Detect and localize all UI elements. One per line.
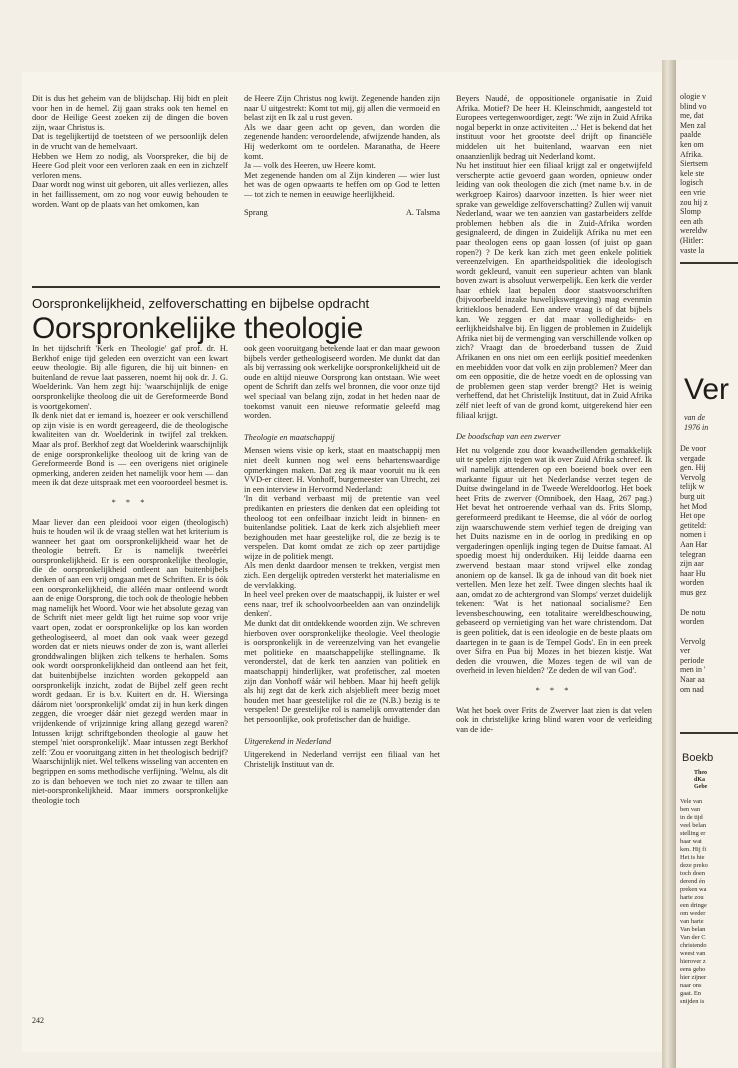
top-column-2 (244, 94, 440, 284)
fragment-line: gen. Hij (680, 463, 706, 473)
fragment-line: Theo (694, 770, 708, 776)
fragment-line: eens geho (680, 966, 706, 973)
fragment-line: vaste la (680, 245, 705, 255)
fragment-line: het Mod (680, 501, 707, 511)
fragment-line: paalde (680, 130, 701, 140)
facing-article-title: Ver (684, 373, 730, 406)
fragment-line: De notu (680, 607, 706, 617)
fragment-line: telegran (680, 549, 706, 559)
facing-article-subtitle (684, 413, 708, 432)
signature-place: Sprang (244, 207, 268, 217)
fragment-line: burg uit (680, 491, 705, 501)
section-break: * * * (111, 497, 149, 507)
paragraph: Dat is tegelijkertijd de toetsteen of we persoonlijk delen in de vrucht van de hemelvaart. (32, 132, 228, 151)
fragment-line: om nad (680, 684, 704, 694)
fragment-line: wereldw (680, 226, 708, 236)
fragment-line: toch doen (680, 870, 706, 877)
fragment-line: 1976 in (684, 422, 709, 432)
fragment-line: logisch (680, 178, 704, 188)
paragraph: de Heere Zijn Christus nog kwijt. Zegenende handen zijn naar U uitgestrekt: Komt tot mij, gij allen die vermoeid en belast zijt en Ik zal u rust geven. (244, 94, 440, 123)
fragment-line: christendo (680, 942, 707, 949)
fragment-line: getiteld: (680, 520, 707, 530)
fragment-line: zijn aar (680, 559, 704, 569)
fragment-line: telijk w (680, 482, 705, 492)
fragment-line: Slomp (680, 207, 701, 217)
section-heading: Theologie en maatschappij (244, 432, 335, 442)
fragment-line: in de tijd (680, 814, 703, 821)
facing-book-info (694, 770, 707, 791)
article-kicker: Oorspronkelijkheid, zelfoverschatting en bijbelse opdracht (32, 296, 370, 311)
fragment-line: Vervolg (680, 636, 706, 646)
fragment-line: vergade (680, 453, 706, 463)
fragment-line: van de (684, 413, 706, 422)
fragment-line: Vervolg (680, 472, 706, 482)
page-gutter (662, 60, 676, 1068)
fragment-line: harte zou (680, 894, 704, 901)
paragraph: Maar liever dan een pleidooi voor eigen (theologisch) huis te houden wil ik de vraag stellen wat het kriterium is wanneer het gaat om oorspronkelijkheid waar het de theologie betreft. Er is namelijk tweeërlei oorspronkelijkheid. Er is een oorspronkelijke theologie, die de oorspronkelijkheid ontleent aan buitenbijbels denken of aan een vrij omgaan met de Schriften. Er is óók een oorspronkelijkheid, die alléén maar ontleend wordt aan de enige Oorsprong, die toch ook de theologie hebben mag namelijk het Woord. Voor wie het absolute gezag van de Schrift niet meer geldt ligt het ruime sop voor vrije vaart open, zodat er oorspronkelijke op los kan worden getheologiseerd, al moet dan ook vaak weer gezegd worden dat er niets nieuws onder de zon is, want allerlei gronddwalingen blijken zich telkens te herhalen. Soms ook wordt oorspronkelijkheid dan ontleend aan het feit, dat buitenbijbelse inzichten worden gekoppeld aan oorspronkelijk inzicht, zodat de Bijbel zelf geen recht wordt gedaan. Er is b.v. Kuitert en dr. H. Wiersinga dáárom niet 'oorspronkelijk' omdat zij in hun kerk dingen zeggen, die vroeger dáár niet gezegd werden maar in vrijdenkende of vrijzinnige kring allang gezegd waren? Intussen krijgt schriftgebonden theologie al gauw het stempel 'niet oorspronkelijk'. Maar intussen zegt Berkhof zelf: 'Zou er vooruitgang zitten in het theologisch bedrijf? Waarschijnlijk niet. Wel telkens wisseling van accenten en begrippen en soms methodische verfijning. 'Welnu, als dit zo is dan behoeven we toch niet zo zwaar te tillen aan niet-oorspronkelijkheid. Maar immers oorspronkelijke theologie toch (32, 517, 228, 805)
paragraph: Dit is dus het geheim van de blijdschap. Hij bidt en pleit voor hen in de hemel. Zij gaan straks ook ten hemel en door de Heilige Geest zoeken zij de dingen die boven zijn, waar Christus is. (32, 94, 228, 132)
fragment-line: worden (680, 617, 704, 627)
paragraph: Als we daar geen acht op geven, dan worden die zegenende handen: veroordelende, afwijzende handen, als Hij wederkomt om te oordelen. Maranatha, de Heere komt. (244, 122, 440, 161)
fragment-line: een dringe (680, 902, 707, 909)
fragment-line: Het ope (680, 511, 706, 521)
fragment-line: een ath (680, 216, 703, 226)
fragment-line: Naar aa (680, 675, 705, 685)
fragment-line: blind vo (680, 101, 707, 111)
fragment-line: om weder (680, 910, 706, 917)
paragraph: Als men denkt daardoor mensen te trekken, vergist men zich. Een dergelijk optreden versterkt het materialisme en de vervlakking. (244, 561, 440, 590)
fragment-line: ken. Hij fi (680, 846, 707, 853)
section-heading: De boodschap van een zwerver (456, 432, 561, 442)
paragraph: Mensen wiens visie op kerk, staat en maatschappij men niet deelt kunnen nog wel eens behartenswaardige opmerkingen maken. Dat zeg ik maar vooruit nu ik een VVD-er citeer. H. Vonhoff, burgemeester van Utrecht, zei in een interview in Hervormd Nederland: (244, 446, 440, 494)
fragment-line: ben van (680, 806, 701, 813)
paragraph: Nu het instituut hier een filiaal krijgt zal er ongetwijfeld verscherpte actie gevoerd gaan worden, opnieuw onder leiding van ook theologen die zich (met name b.v. in de werkgroep Kairos) daarvoor inzetten. Is hier weer niet sprake van geweldige zelfoverschatting? Zullen wij vanuit Nederland, waar we ten aanzien van gastarbeiders zelfde problemen hebben als die in Zuid-Afrika worden gesignaleerd, de dingen in Zuidelijk Afrika nu met een paar theologen eens op gaan lossen (of juist op gaan ropen?) ? De kerk kan zich met geen enkele politiek vereenzelvigen. En apartheidspolitiek die ideologisch wordt gekleurd, vanuit een superieur achten van blank boven zwart is absoluut verwerpelijk. Een kerk die verder haar ethiek laat bepalen door staatsvoorschriften (bijvoorbeeld inzake huwelijkswetgeving) mag evenmin kritiekloos benaderd. Een andere vraag is of dat bijbels kan. We zeggen er dat maar volledigheids- en eerlijkheidshalve bij. En liggen de problemen in Zuidelijk Afrika niet bij de vermenging van verschillende volken op zich? Vraagt dan de broederband tussen de Zuid Afrikanen en ons niet om een eerlijk positief meedenken en meebidden voor dat volk en zijn problemen? Meer dan om een oppositie, die de hetze voedt en de oplossing van de problemen geen stap verder brengt? Het is weinig verheffend, dat het Christelijk Instituut, dat in Zuid Afrika zélf niet leeft of van de grond komt, uitgerekend hier een filiaal krijgt. (456, 161, 652, 420)
paragraph: Hebben we Hem zo nodig, als Voorspreker, die bij de Heere God pleit voor een verloren zaak en een in zichzelf verloren mens. (32, 151, 228, 180)
fragment-line: Afrika. (680, 149, 703, 159)
fragment-line: worden (680, 578, 704, 588)
divider (680, 732, 738, 734)
section-heading: Uitgerekend in Nederland (244, 736, 332, 746)
fragment-line: ver (680, 646, 691, 656)
paragraph: Met zegenende handen om al Zijn kinderen — wier lust het was de ogen opwaarts te heffen om op God te letten — tot zich te nemen in eeuwige heerlijkheid. (244, 170, 440, 199)
fragment-line: mus gez (680, 587, 707, 597)
fragment-line: Vele van (680, 798, 703, 805)
paragraph: ook geen vooruitgang betekende laat er dan maar gewoon bijbels verder getheologiseerd worden. Me dunkt dat dan als bij verrassing ook werkelijke oorspronkelijkheid uit de oude en altijd nieuwe Oorsprong kan ontstaan. Wie weet opent de Schrift dan zelfs wel bronnen, die voor onze tijd wel speciaal van belang zijn, zodat in het heden naar de toekomst vanuit een nieuwe reformatie geleefd mag worden. (244, 344, 440, 421)
fragment-line: veel belan (680, 822, 707, 829)
section-break: * * * (535, 686, 573, 696)
article-title: Oorspronkelijke theologie (32, 312, 364, 345)
article-column-3 (456, 94, 652, 1008)
page-number: 242 (32, 1016, 44, 1025)
fragment-line: Men zal (680, 120, 706, 130)
fragment-line: naar ons (680, 982, 702, 989)
fragment-line: Van der C (680, 934, 706, 941)
fragment-line: van harte (680, 918, 704, 925)
facing-column-mid (680, 444, 707, 694)
section-divider (32, 286, 440, 288)
facing-section-title: Boekb (682, 752, 714, 764)
signature-author: A. Talsma (405, 207, 440, 217)
paragraph: Me dunkt dat dit ontdekkende woorden zijn. We schreven hierboven over oorspronkelijke theologie. Veel theologie is oorspronkelijk in de vereenzelving van het evangelie met politieke en maatschappelijke stellingname. Ik veronderstel, dat de kerk ten aanzien van politiek en maatschappij hinderlijker, wat profetischer, zal moeten zijn dan Vonhoff wáár wil hebben. Maar hij heeft gelijk als hij zegt dat de kerk zich alsjeblieft meer bezig moet houden met haar geestelijke rol die ze (N.B.) bezig is te verspelen! De geestelijke rol is namelijk omvattender dan het persoonlijke, ook profetischer dan de huidige. (244, 619, 440, 724)
fragment-line: dKa (694, 777, 706, 783)
fragment-line: Gebe (694, 784, 708, 790)
fragment-line: deze preko (680, 862, 708, 869)
fragment-line: baar wat (680, 838, 702, 845)
top-column-1 (32, 94, 228, 280)
fragment-line: men in ' (680, 665, 706, 675)
facing-column-top (680, 92, 708, 255)
fragment-line: Het is hie (680, 854, 705, 861)
article-column-2 (244, 344, 440, 1008)
paragraph: Wat het boek over Frits de Zwerver laat zien is dat velen ook in christelijke kring blind waren voor de verleiding van de ide- (456, 705, 652, 734)
fragment-line: Van belan (680, 926, 706, 933)
fragment-line: Aan Har (680, 539, 708, 549)
fragment-line: me, dat (680, 111, 704, 121)
paragraph: Daar wordt nog winst uit geboren, uit alles verliezen, alles in het faillissement, om zo nog voor euwig behouden te worden. Want op de plaats van het omkomen, kan (32, 180, 228, 209)
paragraph: Uitgerekend in Nederland verrijst een filiaal van het Christelijk Instituut van dr. (244, 750, 440, 769)
fragment-line: gaat. En (680, 990, 701, 997)
fragment-line: kele ste (680, 168, 705, 178)
facing-column-bottom (680, 798, 708, 1006)
article-column-1 (32, 344, 228, 1008)
paragraph: Ja — volk des Heeren, uw Heere komt. (244, 161, 376, 171)
fragment-line: zou hij z (680, 197, 708, 207)
paragraph: In heel veel preken over de maatschappij, ik luister er wel eens naar, tref ik schoolvoorbeelden aan van onzindelijk denken'. (244, 590, 440, 619)
paragraph: Het nu volgende zou door kwaadwillenden gemakkelijk uit te spelen zijn tegen wat ik over Zuid Afrika schreef. Ik wil namelijk attenderen op een boeiend boek over een markante figuur uit het Nederlandse verzet tegen de Duitse dwingeland in de Tweede Wereldoorlog. Het boek heet Frits de zwerver (Omniboek, den Haag, 267 pag.) Het bevat het ontroerende verhaal van ds. Frits Slomp, gereformeerd predikant te Heemse, die al vóór de oorlog zijn waarschuwende stem verhief tegen de dreiging van het Duits nazisme en in de oorlog in prediking en op vergaderingen openlijk inging tegen de Duitse famaat. Al spoedig moest hij onderduiken. Hij leidde daarna een zwervend bestaan maar stond vrijwel elke zondag anoniem op de kansel. Ik ga de inhoud van dit boek niet vertellen. Men leze het zelf. Twee dingen slechts haal ik aan, omdat zo de achtergrond van Slomps' verzet duidelijk tekenen: 'Wat is het nationaal socialisme? Een levensbeschouwing, een totalitaire wereldbeschouwing, gebaseerd op vernietiging van het ware christendom. Dat is geen politiek, dat is een ideologie en de beste plaats om daartegen in te gaan is de Tempel Gods'. En in een preek over Sifra en Pua bij Mozes in het biezen kistje. Wat deden die vrouwen, die Mozes tegen de wil van de overheid in leven hielden? 'Ze deden de wil van God'. (456, 445, 652, 676)
fragment-line: ologie v (680, 92, 706, 101)
fragment-line: weest van (680, 950, 706, 957)
signature-line (244, 208, 440, 218)
paragraph: 'In dit verband verbaast mij de pretentie van veel predikanten en priesters die denken dat een opleiding tot theoloog tot een onfeilbaar inzicht leidt in binnen- en buitenlandse politiek. Laat de kerk zich alsjeblieft meer bezighouden met haar geestelijke rol, die ze bezig is te verspelen. Dat komt omdat ze zich op zeer partijdige wijze in de politiek mengt. (244, 494, 440, 561)
fragment-line: De voor (680, 444, 706, 453)
paragraph: Ik denk niet dat er iemand is, hoezeer er ook verschillend op zijn visie is en wordt gereageerd, die de theologische kwaliteiten van dr. Woelderink in twijfel zal trekken. Maar als prof. Berkhof zegt dat Woelderink waarschijnlijk de enige oorspronkelijke theoloog uit de kring van de Gereformeerde Bond is — een overigens niet originele opmerking, anderen zeiden het namelijk voor hem — dan meen ik dat deze uitspraak met een vooroordeel besmet is. (32, 411, 228, 488)
fragment-line: hier zijner (680, 974, 707, 981)
fragment-line: haar Hu (680, 568, 706, 578)
fragment-line: ken om (680, 139, 704, 149)
fragment-line: preken wa (680, 886, 707, 893)
paragraph: In het tijdschrift 'Kerk en Theologie' gaf prof. dr. H. Berkhof enige tijd geleden een overzicht van een kwart eeuw theologie. Bij alle figuren, die hij uit binnen- en buitenland de revue laat passeren, noemt hij ook dr. J. G. Woelderink. Van hem zegt hij: 'waarschijnlijk de enige oorspronkelijke theoloog die uit de Gereformeerde Bond is voortgekomen'. (32, 344, 228, 411)
fragment-line: periode (680, 655, 704, 665)
fragment-line: Siertsem (680, 159, 708, 169)
facing-page-fragment (676, 60, 738, 1068)
fragment-line: snijden is (680, 998, 705, 1005)
fragment-line: (Hitler: (680, 235, 704, 245)
fragment-line: hierover z (680, 958, 706, 965)
fragment-line: een vrie (680, 187, 706, 197)
divider (680, 262, 738, 264)
fragment-line: stelling er (680, 830, 706, 837)
fragment-line: nomen i (680, 530, 706, 540)
paragraph: Beyers Naudé, de oppositionele organisatie in Zuid Afrika. Motief? De heer H. Kleinschmidt, aangesteld tot Europees vertegenwoordiger, zegt: 'We zijn in Zuid Afrika nogal beperkt in onze activiteiten ...' Het is bekend dat het instituut voor het grootste deel drijft op financiële middelen uit het buitenland, waarvan een niet onaanzienlijk bedrag uit Nederland komt. (456, 94, 652, 161)
fragment-line: derend én (680, 878, 706, 885)
